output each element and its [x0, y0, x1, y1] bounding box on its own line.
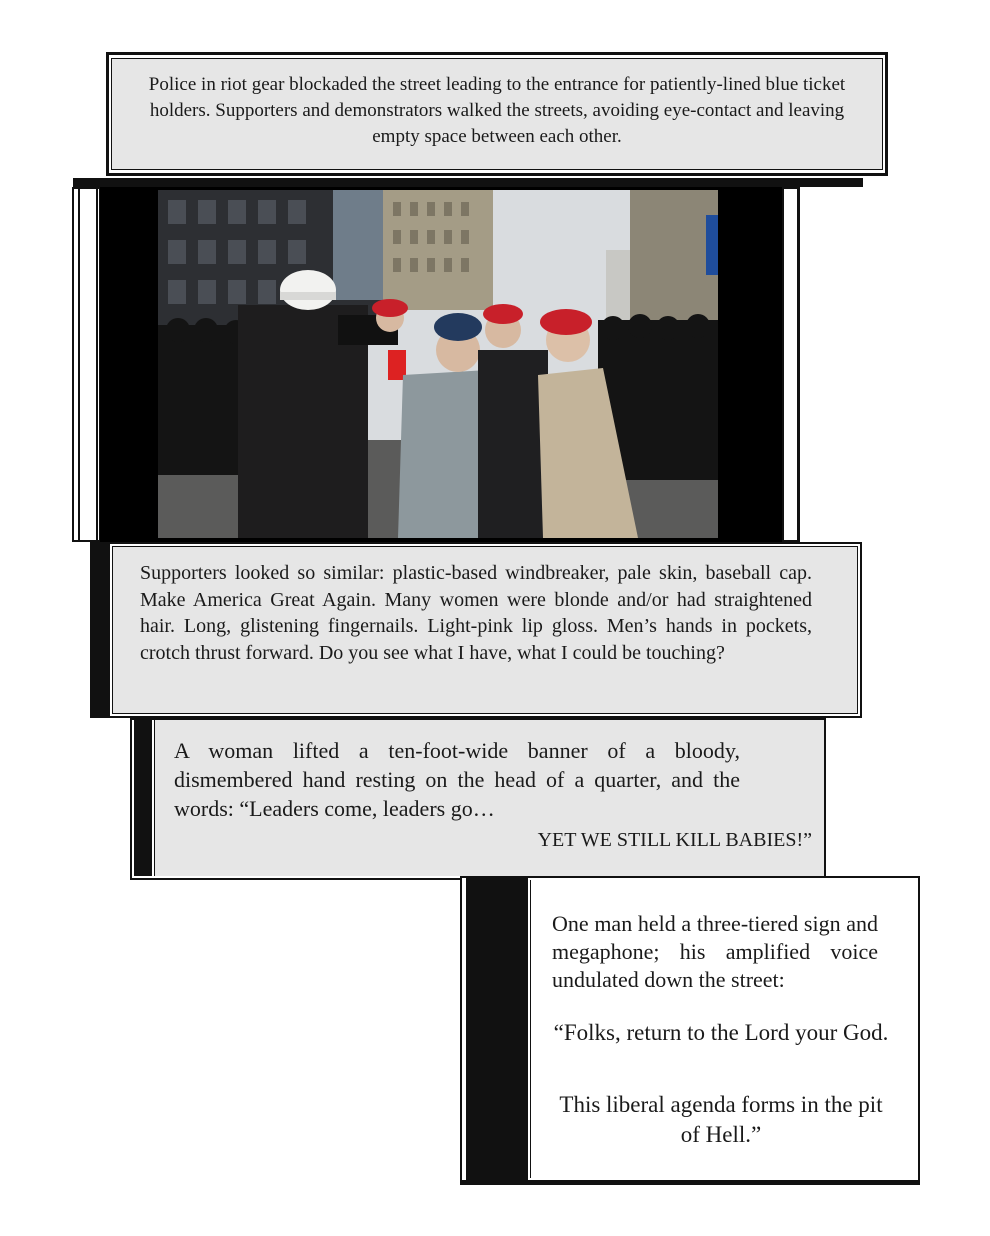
crowd-photo-illustration — [158, 190, 718, 538]
panel-1-text: Police in riot gear blockaded the street leading to the entrance for patiently-lined blue ticket holders. Supporters and demonstrators walked the streets, avoiding eye-contact and leaving empty space between each other. — [148, 74, 846, 147]
photo-right-frame-line — [797, 187, 802, 542]
panel-5-text: One man held a three-tiered sign and megaphone; his amplified voice undulated down the street: — [552, 911, 878, 992]
panel-4-text: A woman lifted a ten-foot-wide banner of a bloody, dismembered hand resting on the head of a quarter, and the words: “Leaders come, leaders go… — [174, 738, 740, 821]
panel-5-black-bar — [466, 878, 528, 1180]
panel-5-quote-1: “Folks, return to the Lord your God. — [553, 1020, 889, 1045]
panel-4-banner-slogan: YET WE STILL KILL BABIES!” — [537, 829, 812, 851]
panel-3-text: Supporters looked so similar: plastic-based windbreaker, pale skin, baseball cap. Make America Great Again. Many women were blonde and/or had straightened hair. Long, glistening fingernails. Light-pink lip gloss. Men’s hands in pockets, crotch thrust forward. Do you see what I have, what I could be touching? — [140, 562, 812, 664]
panel-4-black-bar — [134, 720, 152, 876]
panel-5-bottom-bar — [460, 1180, 920, 1185]
panel-3-black-bar — [92, 544, 110, 716]
crowd-photo — [158, 190, 718, 538]
photo-top-bar — [73, 178, 863, 187]
panel-5-quote-2: This liberal agenda forms in the pit of Hell.” — [559, 1092, 883, 1147]
photo-left-frame-line — [78, 187, 98, 542]
